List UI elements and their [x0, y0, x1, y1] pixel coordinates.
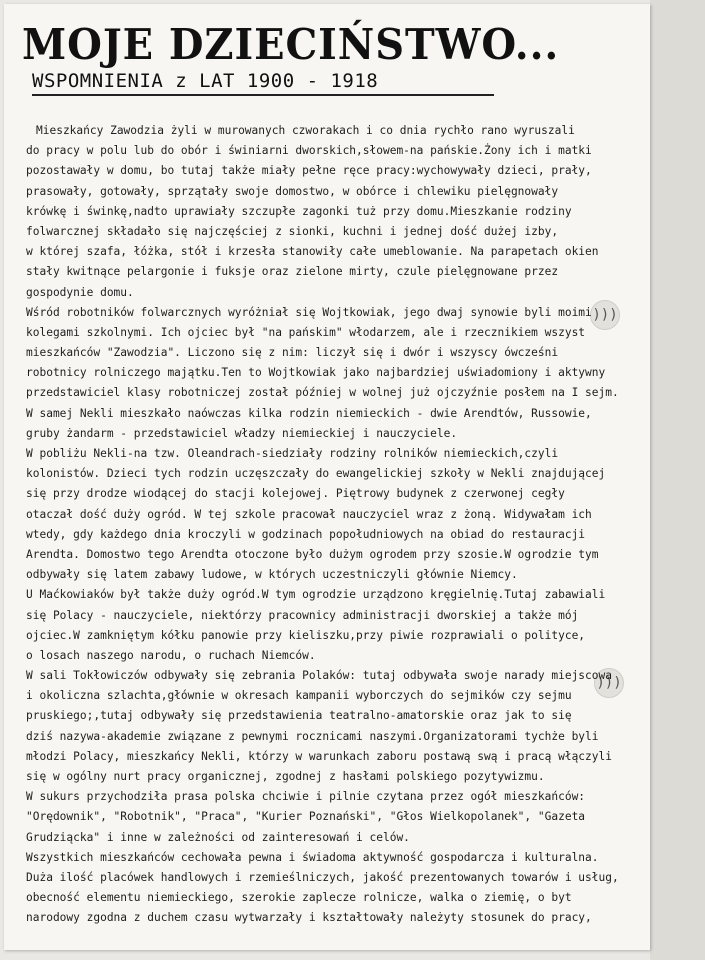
- text-line: w której szafa, łóżka, stół i krzesła stanowiły całe umeblowanie. Na parapetach okien: [26, 245, 599, 259]
- text-line: Arendta. Domostwo tego Arendta otoczone było dużym ogrodem przy szosie.W ogrodzie tym: [26, 547, 599, 561]
- text-line: W pobliżu Nekli-na tzw. Oleandrach-siedziały rodziny rolników niemieckich,czyli: [26, 447, 559, 460]
- text-line: przedstawiciel klasy robotniczej został później w wolnej już ojczyźnie posłem na I sejm.: [26, 386, 619, 400]
- text-line: W sukurs przychodziła prasa polska chciwie i pilnie czytana przez ogół mieszkańców:: [26, 790, 586, 804]
- text-line: się Polacy - nauczyciele, niektórzy pracownicy administracji dworskiej a także mój: [26, 608, 579, 622]
- text-line: gospodynie domu.: [26, 285, 134, 299]
- text-line: wtedy, gdy każdego dnia kroczyli w godzinach popołudniowych na obiad do restauracji: [26, 527, 586, 541]
- text-line: pozostawały w domu, bo tutaj także miały pełne ręce pracy:wychowywały dzieci, prały,: [26, 164, 592, 178]
- page-subtitle: WSPOMNIENIA z LAT 1900 - 1918: [32, 69, 494, 96]
- page-edge: [650, 0, 705, 960]
- text-line: stały kwitnące pelargonie i fuksje oraz zielone mirty, czule pielęgnowane przez: [26, 265, 559, 279]
- text-line: odbywały się latem zabawy ludowe, w których uczestniczyli głównie Niemcy.: [26, 568, 518, 582]
- text-line: prasowały, gotowały, sprzątały swoje domostwo, w obórce i chlewiku pielęgnowały: [26, 184, 559, 198]
- document-page: [4, 4, 650, 950]
- body-text: [26, 121, 646, 929]
- text-line: pruskiego;,tutaj odbywały się przedstawienia teatralno-amatorskie oraz jak to się: [26, 709, 572, 723]
- text-line: Mieszkańcy Zawodzia żyli w murowanych czworakach i co dnia rychło rano wyruszali: [36, 124, 575, 137]
- punch-hole: ))): [594, 668, 624, 698]
- text-line: do pracy w polu lub do obór i świniarni dworskich,słowem-na pańskie.Żony ich i matki: [26, 144, 592, 158]
- text-line: robotnicy rolniczego majątku.Ten to Wojtkowiak jako najbardziej uświadomiony i aktywny: [26, 366, 606, 380]
- text-line: W samej Nekli mieszkało naówczas kilka rodzin niemieckich - dwie Arendtów, Russowie,: [26, 406, 592, 420]
- text-line: ojciec.W zamkniętym kółku panowie przy kieliszku,przy piwie rozprawiali o polityce,: [26, 628, 586, 642]
- text-line: o losach naszego narodu, o ruchach Niemców.: [26, 648, 316, 662]
- text-line: folwarcznej składało się najczęściej z sionki, kuchni i jednej dość dużej izby,: [26, 224, 559, 238]
- punch-hole: ))): [590, 300, 620, 330]
- text-line: i okoliczna szlachta,głównie w okresach kampanii wyborczych do sejmików czy sejmu: [26, 689, 572, 703]
- text-line: dziś nazywa-akademie związane z pewnymi rocznicami naszymi.Organizatorami tychże byli: [26, 729, 599, 743]
- text-line: Grudziącka" i inne w zależności od zainteresowań i celów.: [26, 830, 410, 844]
- text-line: "Orędownik", "Robotnik", "Praca", "Kurier Poznański", "Głos Wielkopolanek", "Gazeta: [26, 810, 586, 824]
- text-line: obecność elementu niemieckiego, szerokie zaplecze rolnicze, walka o ziemię, o byt: [26, 891, 572, 905]
- text-line: krówkę i świnkę,nadto uprawiały szczupłe zagonki tuż przy domu.Mieszkanie rodziny: [26, 204, 572, 218]
- text-line: Duża ilość placówek handlowych i rzemieślniczych, jakość prezentowanych towarów i usług,: [26, 870, 619, 884]
- text-line: otaczał dość duży ogród. W tej szkole pracował nauczyciel wraz z żoną. Widywałam ich: [26, 507, 592, 521]
- text-line: narodowy zgodna z duchem czasu wytwarzały i kształtowały należyty stosunek do pracy,: [26, 911, 592, 925]
- text-line: gruby żandarm - przedstawiciel władzy niemieckiej i nauczyciele.: [26, 426, 458, 440]
- text-line: się przy drodze wiodącej do stacji kolejowej. Piętrowy budynek z czerwonej cegły: [26, 487, 565, 501]
- text-line: U Maćkowiaków był także duży ogród.W tym ogrodzie urządzono kręgielnię.Tutaj zabawiali: [26, 588, 606, 602]
- text-line: młodzi Polacy, mieszkańcy Nekli, którzy w warunkach zaboru postawą swą i pracą włączyli: [26, 749, 612, 763]
- text-line: Wszystkich mieszkańców cechowała pewna i świadoma aktywność gospodarcza i kulturalna.: [26, 850, 599, 864]
- text-line: W sali Tokłowiczów odbywały się zebrania Polaków: tutaj odbywała swoje narady miejscowa: [26, 669, 612, 683]
- text-line: Wśród robotników folwarcznych wyróżniał się Wojtkowiak, jego dwaj synowie byli moimi: [26, 305, 592, 319]
- text-line: kolegami szkolnymi. Ich ojciec był "na pańskim" włodarzem, ale i rzecznikiem wszyst: [26, 325, 586, 339]
- text-line: mieszkańców "Zawodzia". Liczono się z nim: liczył się i dwór i wszyscy ówcześni: [26, 346, 559, 360]
- page-title: MOJE DZIECIŃSTWO...: [22, 20, 560, 69]
- text-line: się w ogólny nurt pracy organicznej, zgodnej z hasłami polskiego pozytywizmu.: [26, 770, 545, 783]
- text-line: kolonistów. Dzieci tych rodzin uczęszczały do ewangelickiej szkoły w Nekli znajdującej: [26, 467, 606, 481]
